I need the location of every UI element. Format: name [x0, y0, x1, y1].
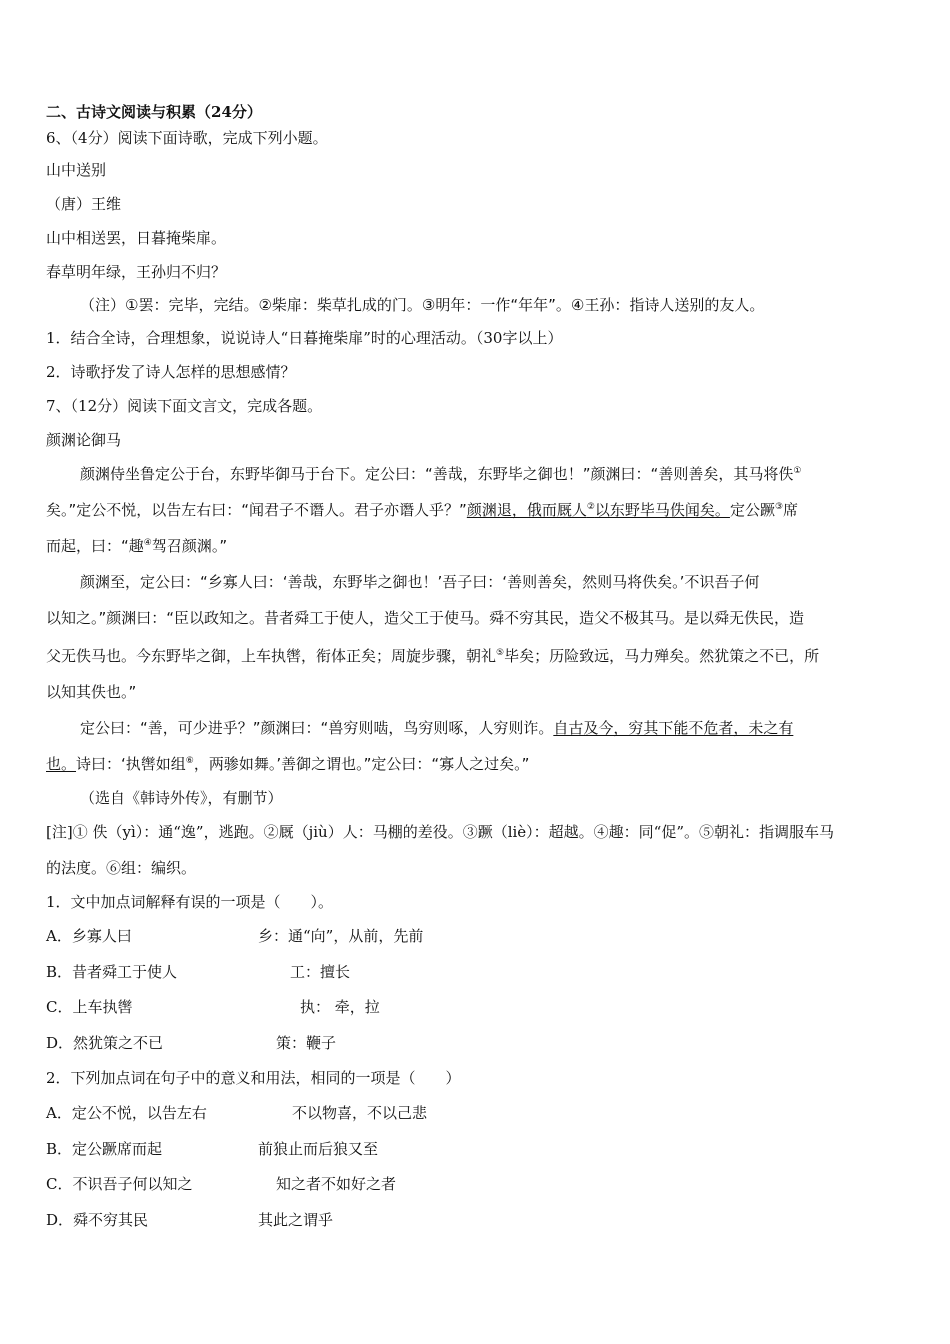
section-heading: 二、古诗文阅读与积累（24分）	[46, 103, 262, 121]
q7-sub-2-option-b-explain: 前狼止而后狼又至	[258, 1140, 379, 1158]
passage-p2-line-4: 以知其佚也。”	[46, 683, 137, 701]
passage-p1-line-3	[46, 536, 227, 556]
q7-sub-1-option-c[interactable]: C．上车执辔	[46, 998, 133, 1016]
passage-source: （选自《韩诗外传》，有删节）	[80, 789, 283, 807]
q7-sub-1-option-a[interactable]: A．乡寡人曰	[46, 927, 132, 945]
q7-sub-2-option-d-explain: 其此之谓乎	[258, 1211, 334, 1229]
poem-line-2: 春草明年绿，王孙归不归？	[46, 263, 227, 281]
q7-sub-2-option-d[interactable]: D．舜不穷其民	[46, 1211, 149, 1229]
p1-line-3-text: 而起，曰：“趣	[46, 537, 144, 555]
underlined-sentence-1	[467, 501, 730, 519]
q7-sub-1-option-b-explain: 工：擅长	[290, 963, 351, 981]
p2-line-3-end: 毕矣；历险致远，马力殚矣。然犹策之不已，所	[504, 647, 820, 665]
p3-line-2-text: 诗曰：‘执辔如组	[76, 755, 186, 773]
passage-p2-line-2: 以知之。”颜渊曰：“臣以政知之。昔者舜工于使人，造父工于使马。舜不穷其民，造父不极其马。是以舜无佚民，造	[46, 609, 805, 627]
passage-p2-line-1: 颜渊至，定公曰：“乡寡人曰：‘善哉，东野毕之御也！’吾子曰：‘善则善矣，然则马将佚矣。’不识吾子何	[80, 573, 760, 591]
passage-p2-line-3	[46, 646, 819, 666]
q7-sub-2-option-a[interactable]: A．定公不悦，以告左右	[46, 1104, 207, 1122]
passage-p3-line-1	[80, 718, 793, 738]
q7-sub-1-option-d[interactable]: D．然犹策之不已	[46, 1034, 164, 1052]
q7-sub-1-stem: 1．文中加点词解释有误的一项是（ ）。	[46, 893, 334, 911]
p1-line-2-tail: 定公蹶	[729, 501, 775, 519]
q6-sub-1: 1．结合全诗，合理想象，说说诗人“日暮掩柴扉”时的心理活动。（30字以上）	[46, 329, 563, 347]
footnote-mark-5: ⑤	[496, 648, 505, 658]
poem-line-1: 山中相送罢，日暮掩柴扉。	[46, 229, 227, 247]
passage-note-line-2: 的法度。⑥组：编织。	[46, 859, 197, 877]
footnote-mark-6: ⑥	[185, 756, 194, 766]
q7-sub-2-stem: 2．下列加点词在句子中的意义和用法，相同的一项是（ ）	[46, 1069, 461, 1087]
footnote-mark-1: ①	[793, 466, 802, 476]
p3-line-2-end: ，两骖如舞。’善御之谓也。”定公曰：“寡人之过矣。”	[193, 755, 530, 773]
p1-line-1-text: 颜渊侍坐鲁定公于台，东野毕御马于台下。定公曰：“善哉，东野毕之御也！”颜渊曰：“善则善矣，其马将佚	[80, 465, 794, 483]
q7-intro: 7、（12分）阅读下面文言文，完成各题。	[46, 397, 323, 415]
q7-sub-1-option-a-explain: 乡：通“向”，从前，先前	[258, 927, 424, 945]
q7-sub-2-option-c-explain: 知之者不如好之者	[276, 1175, 397, 1193]
q7-sub-1-option-c-explain: 执： 牵，拉	[300, 998, 380, 1016]
p1-line-3-end: 驾召颜渊。”	[151, 537, 228, 555]
passage-title: 颜渊论御马	[46, 431, 122, 449]
p3-line-1-text: 定公曰：“善，可少进乎？”颜渊曰：“兽穷则啮，鸟穷则啄，人穷则诈。	[80, 719, 554, 737]
p2-line-3-text: 父无佚马也。今东野毕之御，上车执辔，衔体正矣；周旋步骤，朝礼	[46, 647, 497, 665]
passage-note-line-1: [注]① 佚（yì）：通“逸”，逃跑。②厩（jiù）人：马棚的差役。③蹶（liè）：超越。④趣：同“促”。⑤朝礼：指调服车马	[46, 823, 835, 841]
q7-sub-2-option-a-explain: 不以物喜，不以己悲	[292, 1104, 428, 1122]
footnote-mark-2: ②	[586, 502, 595, 512]
poem-title: 山中送别	[46, 161, 107, 179]
passage-p1-line-2	[46, 500, 798, 520]
q6-sub-2: 2．诗歌抒发了诗人怎样的思想感情？	[46, 363, 296, 381]
passage-p1-line-1	[80, 464, 801, 484]
q7-sub-1-option-b[interactable]: B．昔者舜工于使人	[46, 963, 178, 981]
p1-line-2-text: 矣。”定公不悦，以告左右曰：“闻君子不谮人。君子亦谮人乎？”	[46, 501, 467, 519]
underlined-part-2: 以东野毕马佚闻矣。	[594, 501, 730, 519]
poem-note: （注）①罢：完毕，完结。②柴扉：柴草扎成的门。③明年：一作“年年”。④王孙：指诗人送别的友人。	[80, 296, 765, 314]
q7-sub-2-option-c[interactable]: C．不识吾子何以知之	[46, 1175, 193, 1193]
underlined-part-1: 颜渊退，俄而厩人	[466, 501, 587, 519]
passage-p3-line-2	[46, 754, 529, 774]
q7-sub-1-option-d-explain: 策：鞭子	[276, 1034, 337, 1052]
underlined-sentence-2: 自古及今，穷其下能不危者，未之有	[553, 719, 794, 737]
p1-line-2-end: 席	[783, 501, 799, 519]
poem-author: （唐）王维	[46, 195, 122, 213]
footnote-mark-3: ③	[774, 502, 784, 512]
underlined-sentence-2-end: 也。	[46, 755, 77, 773]
q6-intro: 6、（4分）阅读下面诗歌，完成下列小题。	[46, 129, 328, 147]
footnote-mark-4: ④	[143, 538, 152, 548]
q7-sub-2-option-b[interactable]: B．定公蹶席而起	[46, 1140, 163, 1158]
